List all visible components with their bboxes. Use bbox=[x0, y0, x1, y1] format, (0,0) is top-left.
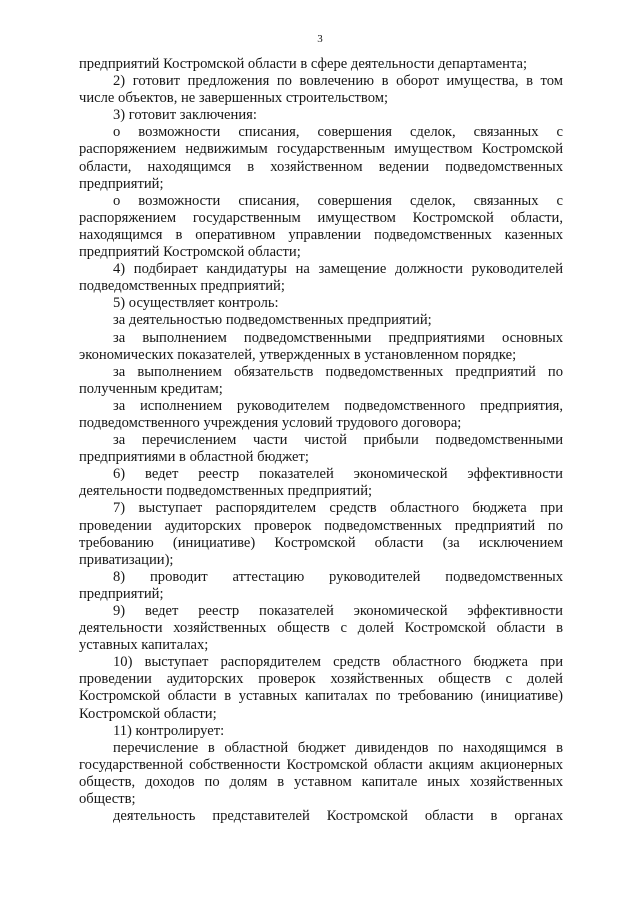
paragraph-12: за перечислением части чистой прибыли подведомственными предприятиями в областной бюджет; bbox=[79, 432, 563, 466]
paragraph-6: 4) подбирает кандидатуры на замещение должности руководителей подведомственных предприятий; bbox=[79, 261, 563, 295]
document-body bbox=[79, 56, 563, 825]
page-number: 3 bbox=[317, 33, 323, 45]
paragraph-15: 8) проводит аттестацию руководителей подведомственных предприятий; bbox=[79, 568, 563, 602]
paragraph-4: о возможности списания, совершения сделок, связанных с распоряжением недвижимым государственным имуществом Костромской области, находящимся в хозяйственном ведении подведомственных предприятий; bbox=[79, 124, 563, 192]
paragraph-5: о возможности списания, совершения сделок, связанных с распоряжением государственным имуществом Костромской области, находящимся в оперативном управлении подведомственных казенных предприятий Костромской области; bbox=[79, 192, 563, 261]
paragraph-11: за исполнением руководителем подведомственного предприятия, подведомственного учреждения условий трудового договора; bbox=[79, 397, 563, 431]
paragraph-3: 3) готовит заключения: bbox=[113, 107, 257, 124]
paragraph-8: за деятельностью подведомственных предприятий; bbox=[113, 312, 432, 329]
paragraph-13: 6) ведет реестр показателей экономической эффективности деятельности подведомственных предприятий; bbox=[79, 466, 563, 500]
paragraph-2: 2) готовит предложения по вовлечению в оборот имущества, в том числе объектов, не завершенных строительством; bbox=[79, 73, 563, 107]
paragraph-1: предприятий Костромской области в сфере деятельности департамента; bbox=[79, 56, 528, 72]
paragraph-19: перечисление в областной бюджет дивидендов по находящимся в государственной собственности Костромской области акциям акционерных обществ, доходов по долям в уставном капитале иных хозяйственных обществ; bbox=[79, 739, 563, 808]
paragraph-9: за выполнением подведомственными предприятиями основных экономических показателей, утвержденных в установленном порядке; bbox=[79, 329, 563, 363]
paragraph-14: 7) выступает распорядителем средств областного бюджета при проведении аудиторских проверок подведомственных предприятий по требованию (инициативе) Костромской области (за исключением приватизации); bbox=[79, 500, 563, 568]
paragraph-10: за выполнением обязательств подведомственных предприятий по полученным кредитам; bbox=[79, 363, 563, 397]
paragraph-18: 11) контролирует: bbox=[113, 722, 225, 739]
paragraph-7: 5) осуществляет контроль: bbox=[113, 295, 279, 312]
paragraph-16: 9) ведет реестр показателей экономической эффективности деятельности хозяйственных обществ с долей Костромской области в уставных капиталах; bbox=[79, 603, 563, 654]
paragraph-17: 10) выступает распорядителем средств областного бюджета при проведении аудиторских проверок хозяйственных обществ с долей Костромской области в уставных капиталах по требованию (инициативе) Костромской области; bbox=[79, 654, 563, 722]
paragraph-20: деятельность представителей Костромской области в органах bbox=[113, 808, 563, 825]
